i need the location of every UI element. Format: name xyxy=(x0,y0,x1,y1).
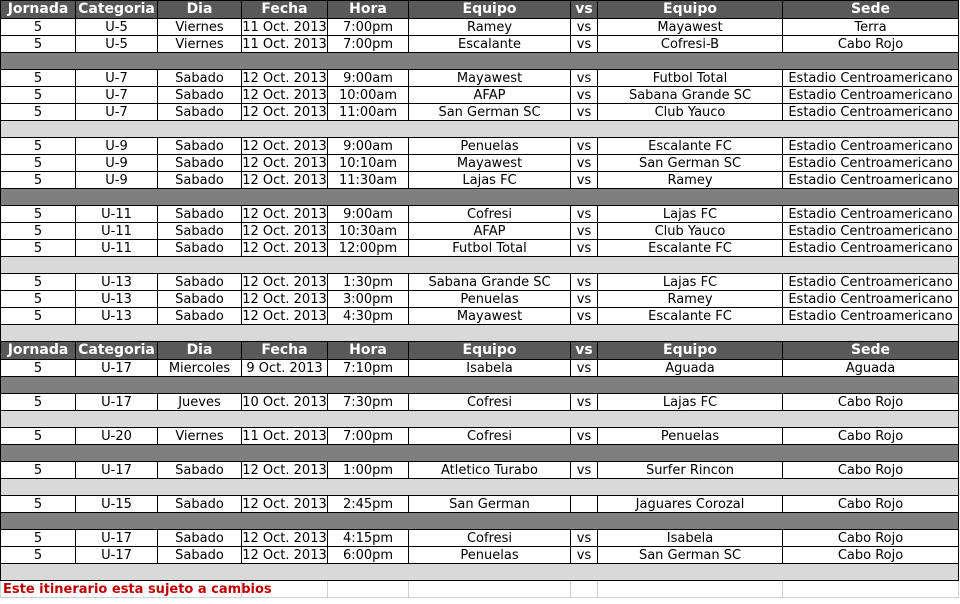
hora-cell: 1:30pm xyxy=(328,274,409,291)
categoria-cell: U-5 xyxy=(76,19,158,36)
vs-cell: vs xyxy=(571,104,598,121)
equipo-visitante-cell: Lajas FC xyxy=(598,274,783,291)
header-fecha: Fecha xyxy=(242,1,328,19)
categoria-cell: U-13 xyxy=(76,308,158,325)
equipo-visitante-cell: Escalante FC xyxy=(598,240,783,257)
vs-cell: vs xyxy=(571,36,598,53)
jornada-cell: 5 xyxy=(1,428,76,445)
equipo-local-cell: Escalante xyxy=(409,36,571,53)
equipo-visitante-cell: Futbol Total xyxy=(598,70,783,87)
categoria-cell: U-11 xyxy=(76,240,158,257)
equipo-visitante-cell: Club Yauco xyxy=(598,104,783,121)
dia-cell: Sabado xyxy=(158,70,242,87)
sede-cell: Cabo Rojo xyxy=(783,462,959,479)
categoria-cell: U-7 xyxy=(76,70,158,87)
separator-cell xyxy=(1,564,959,581)
hora-cell: 9:00am xyxy=(328,138,409,155)
equipo-local-cell: Cofresi xyxy=(409,530,571,547)
jornada-cell: 5 xyxy=(1,155,76,172)
separator-cell xyxy=(1,53,959,70)
vs-cell: vs xyxy=(571,394,598,411)
categoria-cell: U-13 xyxy=(76,291,158,308)
separator-cell xyxy=(1,411,959,428)
hora-cell: 3:00pm xyxy=(328,291,409,308)
equipo-visitante-cell: San German SC xyxy=(598,547,783,564)
equipo-visitante-cell: Cofresi-B xyxy=(598,36,783,53)
table-row xyxy=(1,172,959,189)
sede-cell: Estadio Centroamericano xyxy=(783,172,959,189)
header-jornada: Jornada xyxy=(1,1,76,19)
vs-cell: vs xyxy=(571,172,598,189)
jornada-cell: 5 xyxy=(1,547,76,564)
dia-cell: Sabado xyxy=(158,104,242,121)
categoria-cell: U-15 xyxy=(76,496,158,513)
header-equipo-local: Equipo xyxy=(409,342,571,360)
fecha-cell: 11 Oct. 2013 xyxy=(242,19,327,35)
dia-cell: Sabado xyxy=(158,547,242,564)
table-row xyxy=(1,360,959,377)
table-row xyxy=(1,428,959,445)
jornada-cell: 5 xyxy=(1,360,76,377)
separator-cell xyxy=(1,445,959,462)
jornada-cell: 5 xyxy=(1,291,76,308)
equipo-visitante-cell: Escalante FC xyxy=(598,138,783,155)
hora-cell: 1:00pm xyxy=(328,462,409,479)
sede-cell: Estadio Centroamericano xyxy=(783,155,959,172)
hora-cell: 4:30pm xyxy=(328,308,409,325)
sede-cell: Estadio Centroamericano xyxy=(783,87,959,104)
separator-cell xyxy=(1,189,959,206)
categoria-cell: U-11 xyxy=(76,223,158,240)
equipo-local-cell: Penuelas xyxy=(409,138,571,155)
categoria-cell: U-17 xyxy=(76,547,158,564)
equipo-local-cell: Penuelas xyxy=(409,291,571,308)
table-row xyxy=(1,530,959,547)
vs-cell: vs xyxy=(571,138,598,155)
categoria-cell: U-17 xyxy=(76,394,158,411)
categoria-cell: U-9 xyxy=(76,172,158,189)
dia-cell: Viernes xyxy=(158,36,242,53)
hora-cell: 10:30am xyxy=(328,223,409,240)
empty-cell xyxy=(598,581,783,598)
dia-cell: Jueves xyxy=(158,394,242,411)
equipo-visitante-cell: Jaguares Corozal xyxy=(598,496,783,513)
dia-cell: Miercoles xyxy=(158,360,242,377)
empty-cell xyxy=(409,581,571,598)
header-categoria: Categoria xyxy=(76,1,158,19)
fecha-cell: 12 Oct. 2013 xyxy=(242,308,327,324)
hora-cell: 7:00pm xyxy=(328,428,409,445)
hora-cell: 9:00am xyxy=(328,70,409,87)
header-fecha: Fecha xyxy=(242,342,328,360)
dia-cell: Sabado xyxy=(158,530,242,547)
table-row xyxy=(1,240,959,257)
header-hora: Hora xyxy=(328,342,409,360)
hora-cell: 6:00pm xyxy=(328,547,409,564)
equipo-visitante-cell: San German SC xyxy=(598,155,783,172)
separator-row-light xyxy=(1,121,959,138)
jornada-cell: 5 xyxy=(1,19,76,36)
table-row xyxy=(1,547,959,564)
equipo-local-cell: Ramey xyxy=(409,19,571,36)
categoria-cell: U-17 xyxy=(76,360,158,377)
separator-row-dark xyxy=(1,189,959,206)
equipo-local-cell: Lajas FC xyxy=(409,172,571,189)
dia-cell: Sabado xyxy=(158,291,242,308)
equipo-visitante-cell: Penuelas xyxy=(598,428,783,445)
equipo-local-cell: Mayawest xyxy=(409,155,571,172)
dia-cell: Sabado xyxy=(158,274,242,291)
vs-cell: vs xyxy=(571,155,598,172)
header-sede: Sede xyxy=(783,1,959,19)
header-vs: vs xyxy=(571,342,598,360)
separator-row-light xyxy=(1,257,959,274)
vs-cell: vs xyxy=(571,291,598,308)
vs-cell: vs xyxy=(571,223,598,240)
categoria-cell: U-17 xyxy=(76,462,158,479)
separator-cell xyxy=(1,377,959,394)
table-row xyxy=(1,87,959,104)
hora-cell: 9:00am xyxy=(328,206,409,223)
sede-cell: Estadio Centroamericano xyxy=(783,70,959,87)
categoria-cell: U-9 xyxy=(76,138,158,155)
note-row xyxy=(1,581,959,598)
hora-cell: 10:00am xyxy=(328,87,409,104)
vs-cell: vs xyxy=(571,87,598,104)
sede-cell: Cabo Rojo xyxy=(783,394,959,411)
equipo-local-cell: Futbol Total xyxy=(409,240,571,257)
categoria-cell: U-20 xyxy=(76,428,158,445)
equipo-visitante-cell: Isabela xyxy=(598,530,783,547)
table-row xyxy=(1,206,959,223)
jornada-cell: 5 xyxy=(1,206,76,223)
dia-cell: Sabado xyxy=(158,240,242,257)
header-equipo-local: Equipo xyxy=(409,1,571,19)
table-row xyxy=(1,104,959,121)
categoria-cell: U-13 xyxy=(76,274,158,291)
categoria-cell: U-5 xyxy=(76,36,158,53)
separator-row-dark xyxy=(1,445,959,462)
table-row xyxy=(1,70,959,87)
sede-cell: Estadio Centroamericano xyxy=(783,138,959,155)
categoria-cell: U-7 xyxy=(76,87,158,104)
dia-cell: Sabado xyxy=(158,223,242,240)
categoria-cell: U-9 xyxy=(76,155,158,172)
separator-cell xyxy=(1,257,959,274)
fecha-cell: 12 Oct. 2013 xyxy=(242,462,327,478)
vs-cell: vs xyxy=(571,19,598,36)
vs-cell: vs xyxy=(571,462,598,479)
fecha-cell: 10 Oct. 2013 xyxy=(242,394,327,410)
vs-cell: vs xyxy=(571,240,598,257)
table-row xyxy=(1,291,959,308)
vs-cell: vs xyxy=(571,428,598,445)
equipo-local-cell: San German xyxy=(409,496,571,513)
hora-cell: 7:00pm xyxy=(328,36,409,53)
equipo-visitante-cell: Club Yauco xyxy=(598,223,783,240)
equipo-local-cell: Atletico Turabo xyxy=(409,462,571,479)
equipo-local-cell: Isabela xyxy=(409,360,571,377)
jornada-cell: 5 xyxy=(1,172,76,189)
hora-cell: 11:30am xyxy=(328,172,409,189)
equipo-visitante-cell: Escalante FC xyxy=(598,308,783,325)
vs-cell xyxy=(571,496,598,513)
equipo-visitante-cell: Sabana Grande SC xyxy=(598,87,783,104)
jornada-cell: 5 xyxy=(1,496,76,513)
equipo-local-cell: Mayawest xyxy=(409,308,571,325)
separator-row-dark xyxy=(1,377,959,394)
separator-cell xyxy=(1,479,959,496)
header-categoria: Categoria xyxy=(76,342,158,360)
vs-cell: vs xyxy=(571,308,598,325)
dia-cell: Sabado xyxy=(158,155,242,172)
separator-row-light xyxy=(1,479,959,496)
dia-cell: Viernes xyxy=(158,19,242,36)
hora-cell: 7:00pm xyxy=(328,19,409,36)
dia-cell: Sabado xyxy=(158,462,242,479)
table-row xyxy=(1,155,959,172)
fecha-cell: 12 Oct. 2013 xyxy=(242,223,327,239)
jornada-cell: 5 xyxy=(1,223,76,240)
equipo-visitante-cell: Mayawest xyxy=(598,19,783,36)
fecha-cell: 12 Oct. 2013 xyxy=(242,291,327,307)
header-jornada: Jornada xyxy=(1,342,76,360)
hora-cell: 4:15pm xyxy=(328,530,409,547)
sede-cell: Terra xyxy=(783,19,959,36)
header-dia: Dia xyxy=(158,342,242,360)
equipo-local-cell: Cofresi xyxy=(409,428,571,445)
dia-cell: Sabado xyxy=(158,172,242,189)
equipo-local-cell: Penuelas xyxy=(409,547,571,564)
fecha-cell: 11 Oct. 2013 xyxy=(242,36,327,52)
hora-cell: 7:10pm xyxy=(328,360,409,377)
dia-cell: Sabado xyxy=(158,308,242,325)
vs-cell: vs xyxy=(571,547,598,564)
vs-cell: vs xyxy=(571,360,598,377)
fecha-cell: 12 Oct. 2013 xyxy=(242,138,327,154)
vs-cell: vs xyxy=(571,274,598,291)
jornada-cell: 5 xyxy=(1,308,76,325)
vs-cell: vs xyxy=(571,70,598,87)
fecha-cell: 12 Oct. 2013 xyxy=(242,87,327,103)
separator-row-dark xyxy=(1,513,959,530)
header-sede: Sede xyxy=(783,342,959,360)
fecha-cell: 12 Oct. 2013 xyxy=(242,172,327,188)
equipo-local-cell: Mayawest xyxy=(409,70,571,87)
sede-cell: Cabo Rojo xyxy=(783,547,959,564)
jornada-cell: 5 xyxy=(1,104,76,121)
sede-cell: Cabo Rojo xyxy=(783,496,959,513)
equipo-local-cell: Cofresi xyxy=(409,206,571,223)
equipo-local-cell: Sabana Grande SC xyxy=(409,274,571,291)
table-row xyxy=(1,394,959,411)
dia-cell: Sabado xyxy=(158,206,242,223)
hora-cell: 2:45pm xyxy=(328,496,409,513)
table-row xyxy=(1,274,959,291)
jornada-cell: 5 xyxy=(1,36,76,53)
equipo-visitante-cell: Lajas FC xyxy=(598,394,783,411)
empty-cell xyxy=(783,581,959,598)
schedule-note: Este itinerario esta sujeto a cambios xyxy=(1,581,242,598)
equipo-local-cell: AFAP xyxy=(409,223,571,240)
jornada-cell: 5 xyxy=(1,530,76,547)
header-row xyxy=(1,342,959,360)
separator-row-light xyxy=(1,325,959,342)
dia-cell: Sabado xyxy=(158,87,242,104)
sede-cell: Cabo Rojo xyxy=(783,36,959,53)
header-equipo-visitante: Equipo xyxy=(598,1,783,19)
header-row xyxy=(1,1,959,19)
fecha-cell: 12 Oct. 2013 xyxy=(242,104,327,120)
fecha-cell: 12 Oct. 2013 xyxy=(242,496,327,512)
jornada-cell: 5 xyxy=(1,274,76,291)
table-row xyxy=(1,496,959,513)
dia-cell: Sabado xyxy=(158,496,242,513)
separator-cell xyxy=(1,325,959,342)
categoria-cell: U-7 xyxy=(76,104,158,121)
sede-cell: Estadio Centroamericano xyxy=(783,206,959,223)
sede-cell: Estadio Centroamericano xyxy=(783,104,959,121)
sede-cell: Estadio Centroamericano xyxy=(783,240,959,257)
categoria-cell: U-11 xyxy=(76,206,158,223)
vs-cell: vs xyxy=(571,530,598,547)
fecha-cell: 12 Oct. 2013 xyxy=(242,206,327,222)
equipo-local-cell: AFAP xyxy=(409,87,571,104)
fecha-cell: 12 Oct. 2013 xyxy=(242,240,327,256)
vs-cell: vs xyxy=(571,206,598,223)
equipo-local-cell: Cofresi xyxy=(409,394,571,411)
header-equipo-visitante: Equipo xyxy=(598,342,783,360)
hora-cell: 12:00pm xyxy=(328,240,409,257)
jornada-cell: 5 xyxy=(1,87,76,104)
dia-cell: Viernes xyxy=(158,428,242,445)
schedule-body xyxy=(1,19,959,581)
equipo-local-cell: San German SC xyxy=(409,104,571,121)
dia-cell: Sabado xyxy=(158,138,242,155)
fecha-cell: 11 Oct. 2013 xyxy=(242,428,327,444)
empty-cell xyxy=(328,581,409,598)
sede-cell: Estadio Centroamericano xyxy=(783,308,959,325)
hora-cell: 10:10am xyxy=(328,155,409,172)
jornada-cell: 5 xyxy=(1,138,76,155)
equipo-visitante-cell: Ramey xyxy=(598,172,783,189)
empty-cell xyxy=(571,581,598,598)
hora-cell: 7:30pm xyxy=(328,394,409,411)
table-row xyxy=(1,308,959,325)
fecha-cell: 12 Oct. 2013 xyxy=(242,274,327,290)
fecha-cell: 12 Oct. 2013 xyxy=(242,155,327,171)
separator-row-light xyxy=(1,411,959,428)
hora-cell: 11:00am xyxy=(328,104,409,121)
fecha-cell: 9 Oct. 2013 xyxy=(242,360,328,377)
equipo-visitante-cell: Aguada xyxy=(598,360,783,377)
separator-row-dark xyxy=(1,53,959,70)
table-row xyxy=(1,36,959,53)
sede-cell: Cabo Rojo xyxy=(783,530,959,547)
equipo-visitante-cell: Lajas FC xyxy=(598,206,783,223)
table-row xyxy=(1,19,959,36)
sede-cell: Aguada xyxy=(783,360,959,377)
fecha-cell: 12 Oct. 2013 xyxy=(242,70,327,86)
sede-cell: Estadio Centroamericano xyxy=(783,291,959,308)
table-row xyxy=(1,138,959,155)
sede-cell: Cabo Rojo xyxy=(783,428,959,445)
categoria-cell: U-17 xyxy=(76,530,158,547)
separator-cell xyxy=(1,513,959,530)
jornada-cell: 5 xyxy=(1,70,76,87)
sede-cell: Estadio Centroamericano xyxy=(783,274,959,291)
jornada-cell: 5 xyxy=(1,240,76,257)
header-vs: vs xyxy=(571,1,598,19)
fecha-cell: 12 Oct. 2013 xyxy=(242,530,327,546)
fecha-cell: 12 Oct. 2013 xyxy=(242,547,327,563)
jornada-cell: 5 xyxy=(1,394,76,411)
sede-cell: Estadio Centroamericano xyxy=(783,223,959,240)
separator-cell xyxy=(1,121,959,138)
table-row xyxy=(1,223,959,240)
table-row xyxy=(1,462,959,479)
equipo-visitante-cell: Ramey xyxy=(598,291,783,308)
jornada-cell: 5 xyxy=(1,462,76,479)
header-dia: Dia xyxy=(158,1,242,19)
header-hora: Hora xyxy=(328,1,409,19)
separator-row-light xyxy=(1,564,959,581)
equipo-visitante-cell: Surfer Rincon xyxy=(598,462,783,479)
